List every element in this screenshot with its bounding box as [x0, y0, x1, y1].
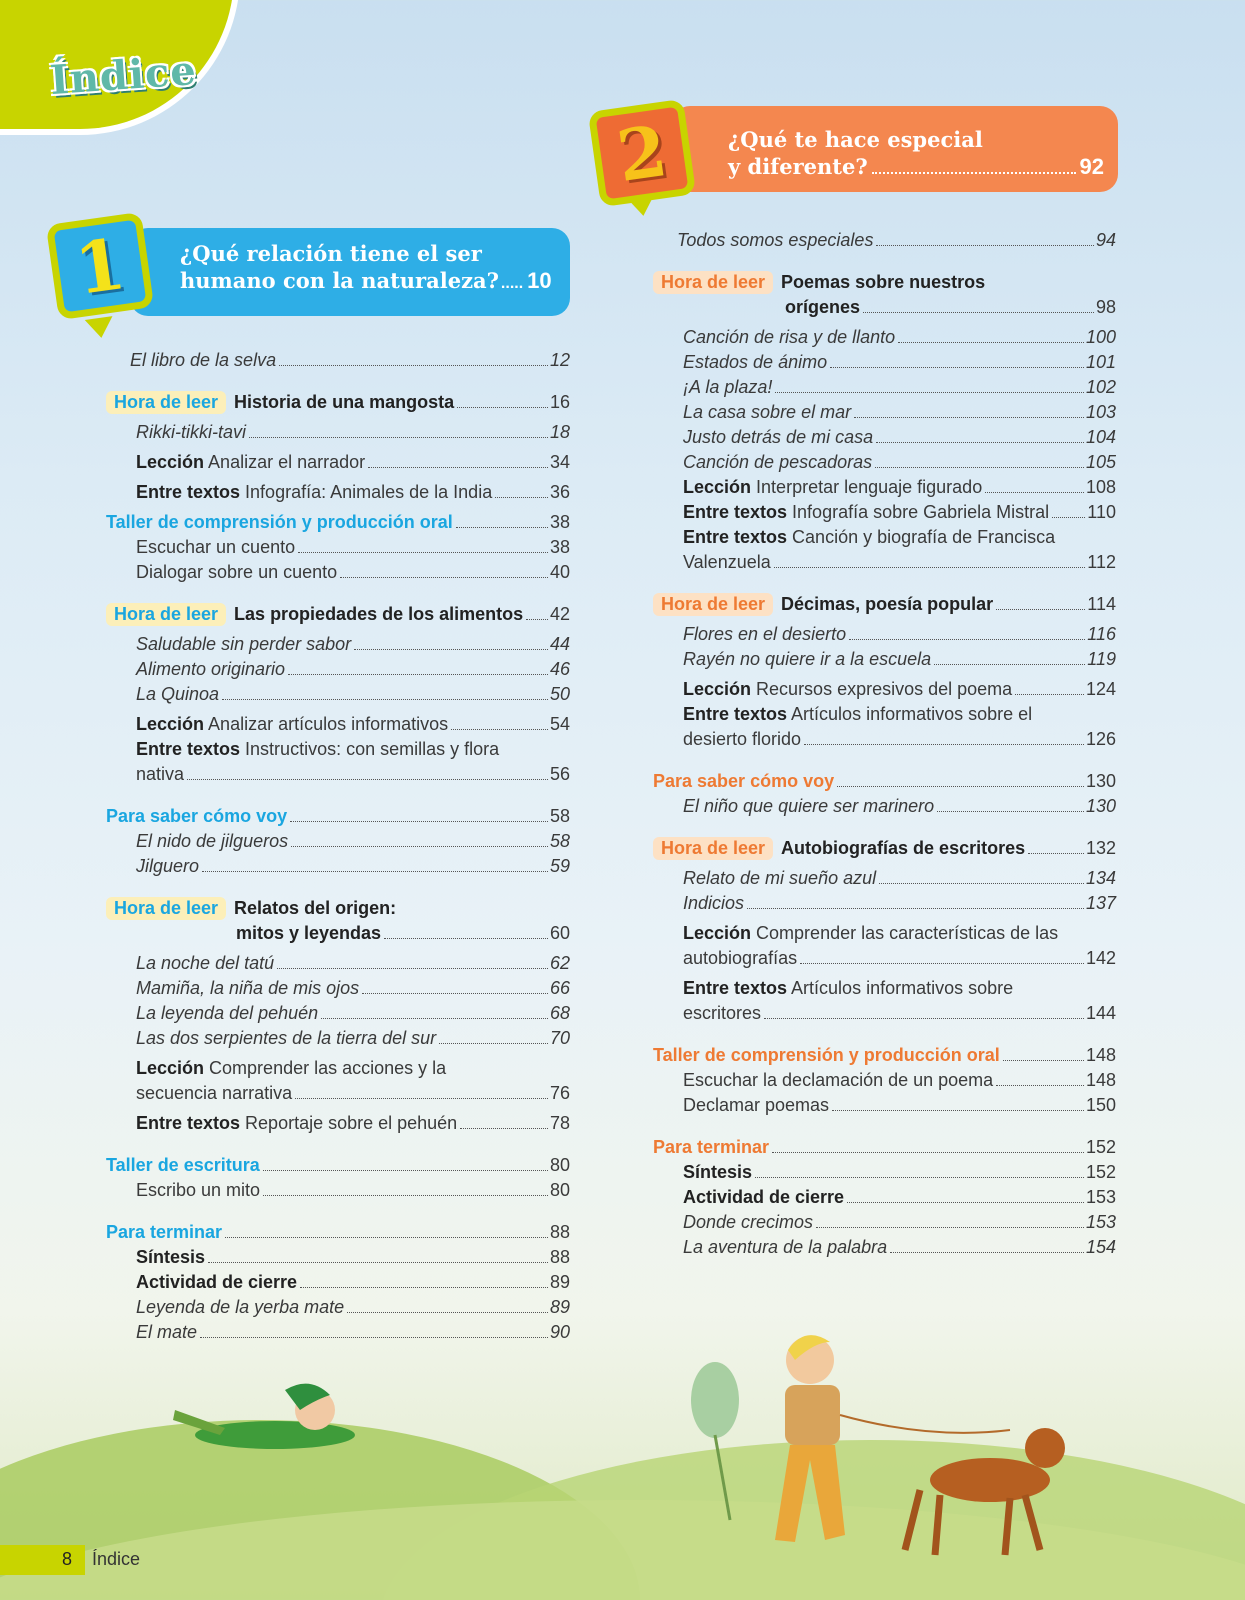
- toc-entry-hora-de-leer[interactable]: Hora de leer Historia de una mangosta 16: [106, 390, 570, 415]
- toc-entry[interactable]: Declamar poemas 150: [683, 1095, 1116, 1115]
- toc-entry[interactable]: Leyenda de la yerba mate 89: [136, 1297, 570, 1317]
- unit1-title-line1: ¿Qué relación tiene el ser: [180, 241, 482, 266]
- toc-entry[interactable]: Alimento originario 46: [136, 659, 570, 679]
- toc-entry[interactable]: Actividad de cierre 153: [683, 1187, 1116, 1207]
- toc-entry[interactable]: ¡A la plaza! 102: [683, 377, 1116, 397]
- boy-with-dog-illustration: [680, 1320, 1100, 1580]
- toc-entry-section[interactable]: Para saber cómo voy 130: [653, 771, 1116, 791]
- toc-entry[interactable]: La casa sobre el mar 103: [683, 402, 1116, 422]
- unit2-number-badge: 2: [588, 99, 696, 207]
- toc-entry[interactable]: Canción de risa y de llanto 100: [683, 327, 1116, 347]
- toc-entry[interactable]: El mate 90: [136, 1322, 570, 1342]
- toc-entry[interactable]: La aventura de la palabra 154: [683, 1237, 1116, 1257]
- toc-entry-continued[interactable]: desierto florido 126: [683, 729, 1116, 749]
- toc-entry[interactable]: Saludable sin perder sabor 44: [136, 634, 570, 654]
- toc-entry[interactable]: El nido de jilgueros 58: [136, 831, 570, 851]
- toc-entry-section[interactable]: Taller de escritura 80: [106, 1155, 570, 1175]
- toc-entry-leccion[interactable]: Lección Analizar artículos informativos 54: [136, 714, 570, 734]
- toc-entry[interactable]: Relato de mi sueño azul 134: [683, 868, 1116, 888]
- page-number: 8: [62, 1549, 73, 1569]
- toc-entry[interactable]: Síntesis 152: [683, 1162, 1116, 1182]
- toc-entry-entre-textos[interactable]: Entre textos Artículos informativos sobre el: [683, 704, 1033, 724]
- toc-entry-continued[interactable]: Valenzuela 112: [683, 552, 1116, 572]
- unit1-banner: [130, 228, 570, 316]
- toc-entry[interactable]: Donde crecimos 153: [683, 1212, 1116, 1232]
- toc-entry[interactable]: Flores en el desierto 116: [683, 624, 1116, 644]
- toc-entry-hora-de-leer[interactable]: Hora de leer Décimas, poesía popular 114: [653, 592, 1116, 617]
- unit1-toc: [106, 348, 570, 1345]
- toc-entry[interactable]: Síntesis 88: [136, 1247, 570, 1267]
- toc-entry[interactable]: Canción de pescadoras 105: [683, 452, 1116, 472]
- unit2-badge-tail: [627, 194, 658, 218]
- hora-de-leer-tag: Hora de leer: [106, 603, 226, 626]
- toc-entry-continued[interactable]: secuencia narrativa 76: [136, 1083, 570, 1103]
- toc-entry[interactable]: Rikki-tikki-tavi 18: [136, 422, 570, 442]
- toc-entry-leccion[interactable]: Lección Analizar el narrador 34: [136, 452, 570, 472]
- toc-entry-section[interactable]: Para saber cómo voy 58: [106, 806, 570, 826]
- toc-entry-hora-de-leer[interactable]: Hora de leer Autobiografías de escritores 132: [653, 836, 1116, 861]
- unit1-number-badge: 1: [46, 212, 154, 320]
- toc-entry-section[interactable]: Para terminar 152: [653, 1137, 1116, 1157]
- hora-de-leer-tag: Hora de leer: [106, 391, 226, 414]
- toc-entry-hora-de-leer[interactable]: Hora de leer Poemas sobre nuestros: [653, 270, 1116, 295]
- unit2-toc: [653, 228, 1116, 1260]
- toc-entry-continued[interactable]: orígenes 98: [785, 297, 1116, 317]
- toc-entry[interactable]: Escuchar un cuento 38: [136, 537, 570, 557]
- toc-entry-section[interactable]: Taller de comprensión y producción oral 38: [106, 512, 570, 532]
- toc-entry-leccion[interactable]: Lección Interpretar lenguaje figurado 108: [683, 477, 1116, 497]
- unit2-title-text: y diferente?: [728, 154, 868, 179]
- unit2-title-line2: [728, 153, 1118, 180]
- toc-entry-continued[interactable]: mitos y leyendas 60: [236, 923, 570, 943]
- toc-entry-entre-textos[interactable]: Entre textos Infografía sobre Gabriela Mistral 110: [683, 502, 1116, 522]
- footer-bar: [0, 1545, 85, 1575]
- toc-entry-leccion[interactable]: Lección Recursos expresivos del poema 124: [683, 679, 1116, 699]
- toc-entry[interactable]: La leyenda del pehuén 68: [136, 1003, 570, 1023]
- toc-entry[interactable]: Mamiña, la niña de mis ojos 66: [136, 978, 570, 998]
- toc-entry-continued[interactable]: nativa 56: [136, 764, 570, 784]
- toc-entry-entre-textos[interactable]: Entre textos Instructivos: con semillas y flora: [136, 739, 500, 759]
- toc-entry[interactable]: Indicios 137: [683, 893, 1116, 913]
- toc-entry-leccion[interactable]: Lección Comprender las acciones y la: [136, 1058, 447, 1078]
- toc-entry[interactable]: Jilguero 59: [136, 856, 570, 876]
- toc-entry[interactable]: Actividad de cierre 89: [136, 1272, 570, 1292]
- unit1-title-page: 10: [527, 268, 552, 293]
- toc-entry-entre-textos[interactable]: Entre textos Canción y biografía de Francisca: [683, 527, 1056, 547]
- toc-entry[interactable]: El libro de la selva 12: [130, 350, 570, 370]
- unit1-title-line2: humano con la naturaleza? ..... 10: [180, 268, 552, 293]
- unit1-title-text: humano con la naturaleza?: [180, 268, 499, 293]
- toc-entry[interactable]: Escuchar la declamación de un poema 148: [683, 1070, 1116, 1090]
- page-title: Índice: [48, 46, 199, 105]
- toc-entry-entre-textos[interactable]: Entre textos Infografía: Animales de la India 36: [136, 482, 570, 502]
- toc-entry-section[interactable]: Taller de comprensión y producción oral 148: [653, 1045, 1116, 1065]
- unit2-banner: [672, 106, 1118, 192]
- toc-entry[interactable]: Escribo un mito 80: [136, 1180, 570, 1200]
- unit2-title-page: 92: [1079, 154, 1104, 179]
- toc-entry[interactable]: Justo detrás de mi casa 104: [683, 427, 1116, 447]
- toc-entry-continued[interactable]: autobiografías 142: [683, 948, 1116, 968]
- hora-de-leer-tag: Hora de leer: [653, 271, 773, 294]
- toc-entry[interactable]: La Quinoa 50: [136, 684, 570, 704]
- hora-de-leer-tag: Hora de leer: [106, 897, 226, 920]
- unit1-badge-tail: [85, 316, 116, 340]
- hora-de-leer-tag: Hora de leer: [653, 837, 773, 860]
- toc-entry[interactable]: Todos somos especiales 94: [677, 230, 1116, 250]
- toc-entry[interactable]: Dialogar sobre un cuento 40: [136, 562, 570, 582]
- child-lying-illustration: [165, 1380, 365, 1460]
- unit2-title-line1: ¿Qué te hace especial: [728, 127, 983, 152]
- toc-entry[interactable]: La noche del tatú 62: [136, 953, 570, 973]
- toc-entry-entre-textos[interactable]: Entre textos Reportaje sobre el pehuén 78: [136, 1113, 570, 1133]
- toc-entry-continued[interactable]: escritores 144: [683, 1003, 1116, 1023]
- toc-entry-section[interactable]: Para terminar 88: [106, 1222, 570, 1242]
- toc-entry[interactable]: Las dos serpientes de la tierra del sur 70: [136, 1028, 570, 1048]
- toc-entry-hora-de-leer[interactable]: Hora de leer Relatos del origen:: [106, 896, 570, 921]
- hora-de-leer-tag: Hora de leer: [653, 593, 773, 616]
- toc-entry-hora-de-leer[interactable]: Hora de leer Las propiedades de los alimentos 42: [106, 602, 570, 627]
- toc-entry[interactable]: El niño que quiere ser marinero 130: [683, 796, 1116, 816]
- toc-entry-leccion[interactable]: Lección Comprender las características de las: [683, 923, 1059, 943]
- toc-entry[interactable]: Estados de ánimo 101: [683, 352, 1116, 372]
- toc-entry[interactable]: Rayén no quiere ir a la escuela 119: [683, 649, 1116, 669]
- footer-label: Índice: [92, 1549, 141, 1569]
- toc-entry-entre-textos[interactable]: Entre textos Artículos informativos sobre: [683, 978, 1014, 998]
